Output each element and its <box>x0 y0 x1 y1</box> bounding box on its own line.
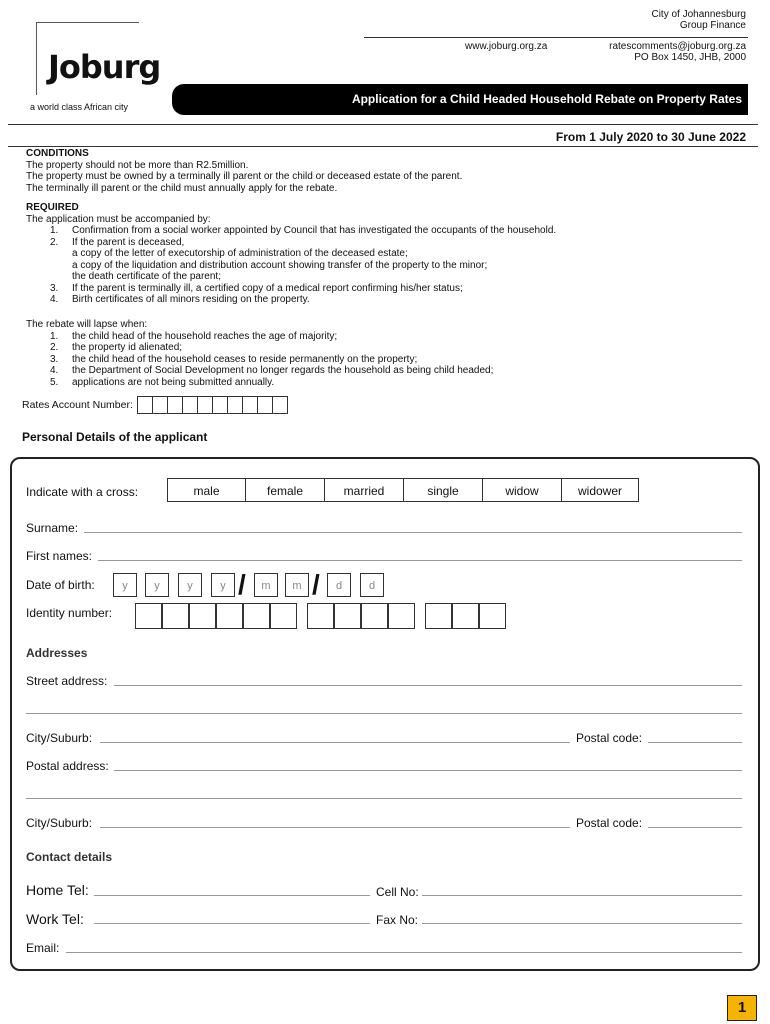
rates-account-cell[interactable] <box>137 396 153 414</box>
rates-account-cells <box>138 396 288 414</box>
required-subitem <box>26 248 746 260</box>
contact-block <box>609 41 746 63</box>
item-text: Confirmation from a social worker appointed by Council that has investigated the occupants of the household. <box>72 225 557 236</box>
conditions-heading: CONDITIONS <box>26 148 89 159</box>
email-input[interactable] <box>66 952 742 953</box>
conditions-section <box>26 148 746 194</box>
personal-heading: Personal Details of the applicant <box>22 430 208 444</box>
id-cell[interactable] <box>361 603 388 629</box>
item-number: 4. <box>50 294 59 305</box>
postal-code-input[interactable] <box>648 827 742 828</box>
item-text: a copy of the liquidation and distribution account showing transfer of the property to the minor; <box>72 259 488 271</box>
dob-separator: / <box>238 569 246 600</box>
id-cell[interactable] <box>243 603 270 629</box>
city-suburb-label: City/Suburb: <box>26 731 93 745</box>
lapse-item <box>26 331 746 343</box>
email-label: Email: <box>26 941 60 955</box>
item-number: 2. <box>50 342 59 353</box>
dob-year-cell[interactable]: y <box>211 573 235 597</box>
rates-account-cell[interactable] <box>197 396 213 414</box>
postal-code-label: Postal code: <box>576 731 643 745</box>
postal-address-input[interactable] <box>114 770 742 771</box>
home-tel-label: Home Tel: <box>26 882 89 898</box>
postal-code-input[interactable] <box>648 742 742 743</box>
item-text: a copy of the letter of executorship of administration of the deceased estate; <box>72 248 408 259</box>
id-cell[interactable] <box>452 603 479 629</box>
id-cell[interactable] <box>162 603 189 629</box>
item-number: 2. <box>50 236 59 248</box>
dept-name: Group Finance <box>679 20 746 31</box>
item-text: the Department of Social Development no longer regards the household as being child headed; <box>72 365 494 376</box>
option-male[interactable]: male <box>167 478 246 502</box>
id-cell[interactable] <box>388 603 415 629</box>
required-item <box>26 294 746 306</box>
street-address-label: Street address: <box>26 674 108 688</box>
indicate-label: Indicate with a cross: <box>26 485 139 499</box>
required-subitem <box>26 271 746 283</box>
period-divider <box>8 146 758 147</box>
required-item <box>26 283 746 295</box>
postal-code-label: Postal code: <box>576 816 643 830</box>
rates-account-cell[interactable] <box>152 396 168 414</box>
condition-line: The terminally ill parent or the child must annually apply for the rebate. <box>26 182 338 194</box>
id-cell[interactable] <box>135 603 162 629</box>
tagline: a world class African city <box>30 102 129 112</box>
dob-year-cell[interactable]: y <box>178 573 202 597</box>
item-number: 3. <box>50 282 59 294</box>
condition-line: The property should not be more than R2.5million. <box>26 159 249 171</box>
rates-account-cell[interactable] <box>272 396 288 414</box>
required-section <box>26 202 746 306</box>
id-cell[interactable] <box>270 603 297 629</box>
rates-account-cell[interactable] <box>182 396 198 414</box>
dob-separator: / <box>312 569 320 600</box>
po-box: PO Box 1450, JHB, 2000 <box>634 52 746 63</box>
item-text: Birth certificates of all minors residing on the property. <box>72 294 310 305</box>
title-divider <box>8 124 758 125</box>
work-tel-input[interactable] <box>94 923 370 924</box>
option-widower[interactable]: widower <box>561 478 639 502</box>
contact-heading: Contact details <box>26 850 113 864</box>
first-names-input[interactable] <box>98 560 742 561</box>
required-intro: The application must be accompanied by: <box>26 213 211 225</box>
id-cell[interactable] <box>216 603 243 629</box>
org-block <box>651 9 746 31</box>
item-text: applications are not being submitted annually. <box>72 376 275 388</box>
org-name: City of Johannesburg <box>651 9 746 20</box>
rates-account-cell[interactable] <box>227 396 243 414</box>
id-cell[interactable] <box>307 603 334 629</box>
city-suburb-label: City/Suburb: <box>26 816 93 830</box>
cell-no-label: Cell No: <box>376 885 419 899</box>
item-text: the property id alienated; <box>72 342 183 353</box>
rates-account-cell[interactable] <box>167 396 183 414</box>
postal-address-label: Postal address: <box>26 759 109 773</box>
dob-year-cell[interactable]: y <box>145 573 169 597</box>
item-number: 3. <box>50 353 59 365</box>
work-tel-label: Work Tel: <box>26 911 84 927</box>
postal-address-input-line2[interactable] <box>26 798 742 799</box>
page-number: 1 <box>727 995 757 1021</box>
lapse-intro: The rebate will lapse when: <box>26 319 148 330</box>
surname-label: Surname: <box>26 521 79 535</box>
id-cell[interactable] <box>425 603 452 629</box>
dob-day-cell[interactable]: d <box>327 573 351 597</box>
street-address-input[interactable] <box>114 685 742 686</box>
fax-no-input[interactable] <box>422 923 742 924</box>
email-link[interactable]: ratescomments@joburg.org.za <box>609 41 746 52</box>
required-subitem <box>26 260 746 272</box>
id-cell[interactable] <box>189 603 216 629</box>
header-divider <box>364 37 748 38</box>
website-link[interactable]: www.joburg.org.za <box>465 41 548 52</box>
item-number: 1. <box>50 225 59 236</box>
item-text: the death certificate of the parent; <box>72 271 221 282</box>
option-widow[interactable]: widow <box>482 478 562 502</box>
option-married[interactable]: married <box>324 478 404 502</box>
dob-year-cell[interactable]: y <box>113 573 137 597</box>
dob-day-cell[interactable]: d <box>360 573 384 597</box>
option-female[interactable]: female <box>245 478 325 502</box>
dob-month-cell[interactable]: m <box>285 573 309 597</box>
street-address-input-line2[interactable] <box>26 713 742 714</box>
item-number: 4. <box>50 365 59 376</box>
item-text: If the parent is terminally ill, a certified copy of a medical report confirming his/her status; <box>72 282 463 294</box>
city-suburb-input[interactable] <box>100 827 570 828</box>
required-item <box>26 225 746 237</box>
fax-no-label: Fax No: <box>376 913 419 927</box>
lapse-item <box>26 342 746 354</box>
lapse-item <box>26 377 746 389</box>
first-names-label: First names: <box>26 549 93 563</box>
cell-no-input[interactable] <box>422 895 742 896</box>
id-cell[interactable] <box>479 603 506 629</box>
item-text: the child head of the household ceases to reside permanently on the property; <box>72 353 418 365</box>
lapse-item <box>26 354 746 366</box>
dob-label: Date of birth: <box>26 578 95 592</box>
rates-account-label: Rates Account Number: <box>22 398 133 411</box>
home-tel-input[interactable] <box>94 895 370 896</box>
surname-input[interactable] <box>84 532 742 533</box>
item-text: the child head of the household reaches the age of majority; <box>72 330 338 342</box>
rates-account-row <box>22 396 288 414</box>
item-number: 5. <box>50 376 59 388</box>
option-single[interactable]: single <box>403 478 483 502</box>
id-cell[interactable] <box>334 603 361 629</box>
item-text: If the parent is deceased, <box>72 236 185 248</box>
item-number: 1. <box>50 330 59 342</box>
id-number-label: Identity number: <box>26 606 113 620</box>
rates-account-cell[interactable] <box>257 396 273 414</box>
required-heading: REQUIRED <box>26 202 79 213</box>
dob-month-cell[interactable]: m <box>254 573 278 597</box>
required-item <box>26 237 746 249</box>
addresses-heading: Addresses <box>26 646 88 660</box>
period: From 1 July 2020 to 30 June 2022 <box>555 130 746 144</box>
joburg-logo: Joburg <box>48 48 161 86</box>
lapse-item <box>26 365 746 377</box>
condition-line: The property must be owned by a terminally ill parent or the child or deceased estate of the parent. <box>26 171 463 182</box>
form-title: Application for a Child Headed Household Rebate on Property Rates <box>172 84 748 115</box>
lapse-section <box>26 319 746 388</box>
city-suburb-input[interactable] <box>100 742 570 743</box>
rates-account-cell[interactable] <box>212 396 228 414</box>
rates-account-cell[interactable] <box>242 396 258 414</box>
